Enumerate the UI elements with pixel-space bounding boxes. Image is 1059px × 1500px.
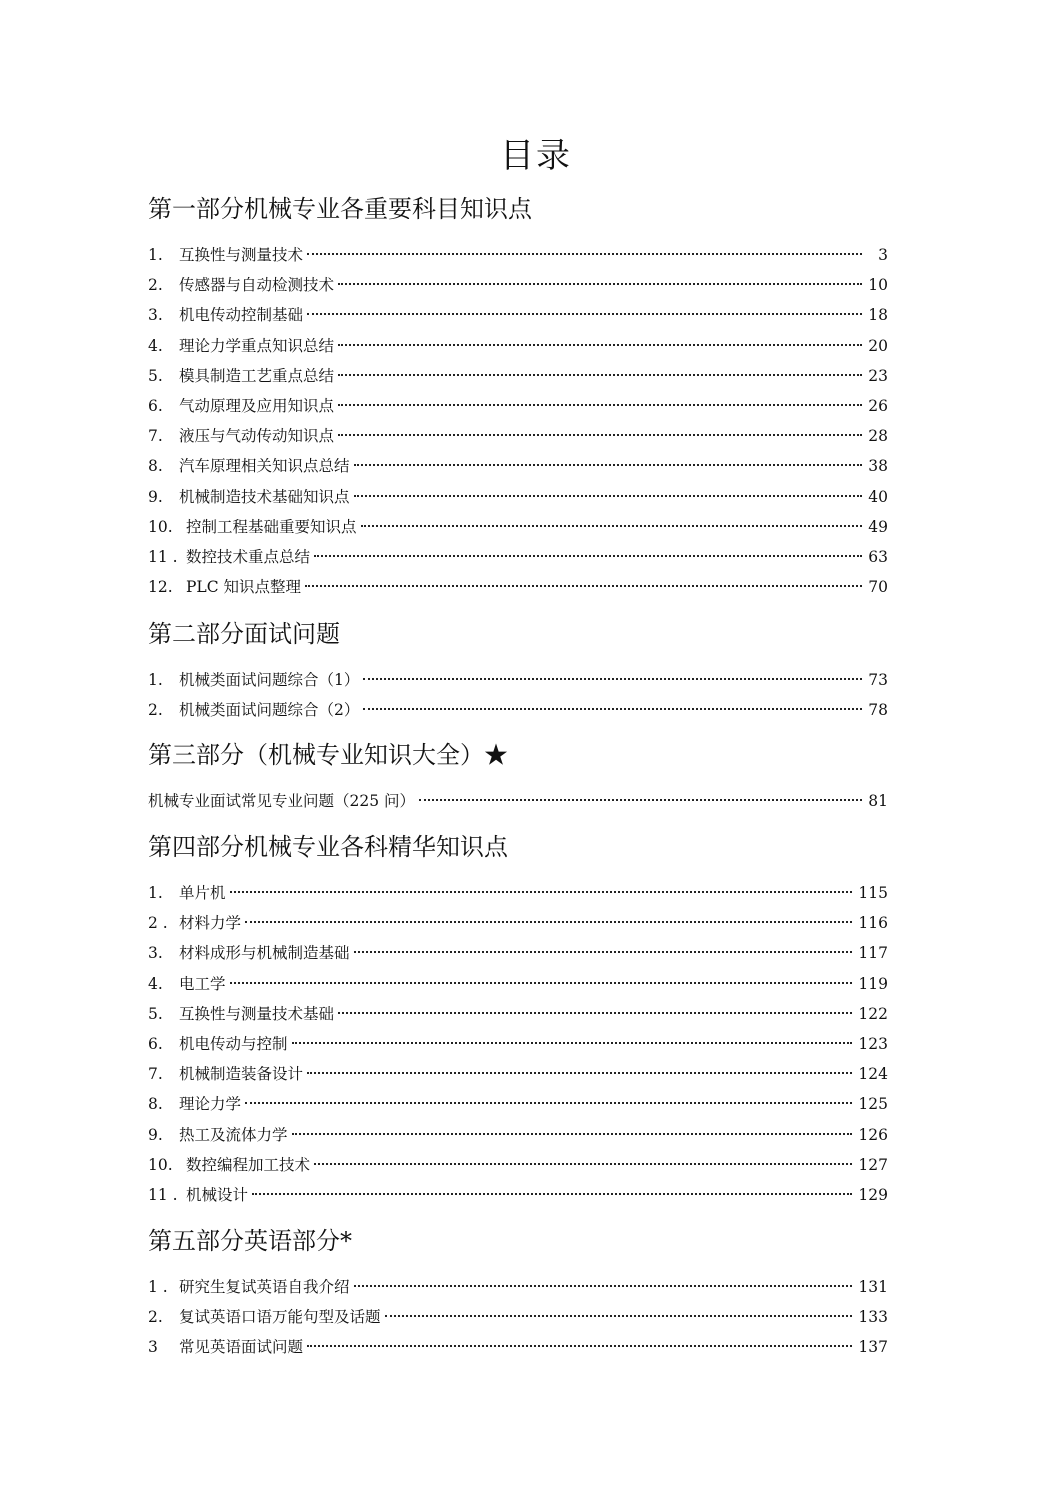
dot-leader (338, 1012, 852, 1014)
toc-entry[interactable] (148, 512, 888, 542)
toc-entry[interactable] (148, 1302, 888, 1332)
toc-section-4 (148, 830, 888, 1210)
section-entries (148, 1272, 888, 1363)
entry-page-number: 129 (858, 1185, 888, 1204)
entry-number: 4. (148, 336, 163, 355)
toc-title: 目录 (500, 136, 572, 176)
entry-label: 复试英语口语万能句型及话题 (179, 1308, 381, 1327)
entry-number: 9. (148, 487, 163, 506)
entry-page-number: 10 (868, 276, 888, 295)
entry-number: 6. (148, 396, 163, 415)
toc-entry[interactable] (148, 665, 888, 695)
entry-label: 机械类面试问题综合（1） (179, 671, 360, 689)
entry-page-number: 63 (868, 547, 888, 566)
entry-number: 11 . (148, 547, 178, 566)
entry-label: 互换性与测量技术 (179, 246, 304, 264)
toc-entry[interactable] (148, 270, 888, 300)
dot-leader (307, 253, 862, 255)
entry-label: PLC 知识点整理 (186, 578, 302, 597)
entry-label: 理论力学重点知识总结 (179, 336, 335, 355)
entry-page-number: 38 (868, 457, 888, 476)
toc-entry[interactable] (148, 421, 888, 451)
entry-label: 材料力学 (179, 914, 242, 933)
entry-label: 电工学 (179, 974, 226, 993)
dot-leader (363, 678, 862, 680)
toc-entry[interactable] (148, 361, 888, 391)
dot-leader (245, 1102, 852, 1104)
entry-label: 液压与气动传动知识点 (179, 427, 335, 446)
entry-label: 机电传动与控制 (179, 1034, 288, 1053)
dot-leader (361, 525, 862, 527)
entry-page-number: 127 (858, 1155, 888, 1174)
dot-leader (230, 891, 853, 893)
entry-label: 气动原理及应用知识点 (179, 396, 335, 415)
entry-number: 6. (148, 1034, 163, 1053)
section-entries (148, 878, 888, 1210)
toc-entry[interactable] (148, 1180, 888, 1210)
entry-page-number: 125 (858, 1095, 888, 1114)
toc-entry[interactable] (148, 1120, 888, 1150)
entry-number: 5. (148, 366, 163, 385)
entry-page-number: 3 (878, 246, 888, 264)
section-heading: 第四部分机械专业各科精华知识点 (148, 833, 508, 861)
entry-number: 12. (148, 578, 173, 597)
dot-leader (354, 951, 853, 953)
entry-label: 单片机 (179, 884, 226, 902)
entry-label: 机电传动控制基础 (179, 306, 304, 325)
toc-entry[interactable] (148, 1272, 888, 1302)
entry-label: 机械专业面试常见专业问题（225 问） (148, 792, 416, 810)
entry-label: 控制工程基础重要知识点 (186, 517, 357, 536)
entry-label: 模具制造工艺重点总结 (179, 366, 335, 385)
entry-page-number: 131 (858, 1278, 888, 1296)
entry-number: 9. (148, 1125, 163, 1144)
toc-entry[interactable] (148, 331, 888, 361)
entry-label: 常见英语面试问题 (179, 1338, 304, 1357)
entry-number: 8. (148, 457, 163, 476)
dot-leader (338, 344, 862, 346)
entry-page-number: 122 (858, 1004, 888, 1023)
toc-entry[interactable] (148, 451, 888, 481)
toc-entry[interactable] (148, 786, 888, 816)
entry-number: 2. (148, 276, 163, 295)
entry-number: 7. (148, 427, 163, 446)
toc-entry[interactable] (148, 1029, 888, 1059)
dot-leader (245, 921, 852, 923)
entry-number: 5. (148, 1004, 163, 1023)
entry-page-number: 137 (858, 1338, 888, 1357)
entry-page-number: 81 (868, 792, 888, 810)
toc-entry[interactable] (148, 300, 888, 330)
toc-entry[interactable] (148, 695, 888, 725)
dot-leader (419, 799, 862, 801)
entry-number: 3 (148, 1338, 158, 1357)
toc-entry[interactable] (148, 1150, 888, 1180)
dot-leader (230, 982, 853, 984)
entry-label: 互换性与测量技术基础 (179, 1004, 335, 1023)
entry-page-number: 123 (858, 1034, 888, 1053)
dot-leader (354, 1285, 853, 1287)
entry-page-number: 73 (868, 671, 888, 689)
section-entries (148, 786, 888, 816)
entry-page-number: 133 (858, 1308, 888, 1327)
entry-page-number: 20 (868, 336, 888, 355)
entry-page-number: 124 (858, 1065, 888, 1084)
toc-section-3 (148, 738, 888, 816)
toc-entry[interactable] (148, 938, 888, 968)
entry-number: 10. (148, 517, 173, 536)
dot-leader (338, 404, 862, 406)
section-entries (148, 240, 888, 602)
entry-label: 理论力学 (179, 1095, 242, 1114)
entry-number: 7. (148, 1065, 163, 1084)
entry-number: 11 . (148, 1185, 178, 1204)
entry-label: 机械制造装备设计 (179, 1065, 304, 1084)
toc-section-1 (148, 192, 888, 602)
toc-entry[interactable] (148, 999, 888, 1029)
entry-number: 10. (148, 1155, 173, 1174)
dot-leader (314, 1163, 852, 1165)
entry-number: 1. (148, 884, 163, 902)
entry-label: 材料成形与机械制造基础 (179, 944, 350, 963)
entry-label: 数控技术重点总结 (186, 547, 311, 566)
dot-leader (314, 555, 862, 557)
entry-page-number: 28 (868, 427, 888, 446)
toc-section-2 (148, 617, 888, 725)
entry-label: 数控编程加工技术 (186, 1155, 311, 1174)
toc-entry[interactable] (148, 482, 888, 512)
entry-page-number: 49 (868, 517, 888, 536)
entry-page-number: 26 (868, 396, 888, 415)
entry-label: 机械制造技术基础知识点 (179, 487, 350, 506)
dot-leader (292, 1042, 853, 1044)
entry-label: 机械类面试问题综合（2） (179, 701, 360, 720)
dot-leader (363, 708, 862, 710)
entry-number: 4. (148, 974, 163, 993)
section-heading: 第五部分英语部分* (148, 1227, 352, 1255)
toc-entry[interactable] (148, 878, 888, 908)
entry-number: 1. (148, 246, 163, 264)
dot-leader (252, 1193, 852, 1195)
dot-leader (338, 434, 862, 436)
entry-page-number: 116 (858, 914, 888, 933)
entry-page-number: 115 (858, 884, 888, 902)
dot-leader (307, 1345, 852, 1347)
entry-page-number: 70 (868, 578, 888, 597)
entry-number: 2. (148, 1308, 163, 1327)
section-heading: 第三部分（机械专业知识大全）★ (148, 741, 508, 769)
dot-leader (307, 313, 862, 315)
entry-number: 3. (148, 306, 163, 325)
entry-page-number: 18 (868, 306, 888, 325)
section-heading: 第一部分机械专业各重要科目知识点 (148, 195, 532, 223)
entry-label: 机械设计 (186, 1185, 249, 1204)
toc-entry[interactable] (148, 391, 888, 421)
entry-page-number: 117 (858, 944, 888, 963)
entry-label: 热工及流体力学 (179, 1125, 288, 1144)
entry-number: 2 . (148, 914, 168, 933)
section-entries (148, 665, 888, 725)
toc-section-5 (148, 1224, 888, 1363)
entry-number: 3. (148, 944, 163, 963)
toc-entry[interactable] (148, 572, 888, 602)
entry-label: 汽车原理相关知识点总结 (179, 457, 350, 476)
dot-leader (292, 1133, 853, 1135)
toc-entry[interactable] (148, 1332, 888, 1362)
toc-entry[interactable] (148, 908, 888, 938)
entry-label: 研究生复试英语自我介绍 (179, 1278, 350, 1296)
entry-page-number: 78 (868, 701, 888, 720)
entry-number: 1 . (148, 1278, 168, 1296)
dot-leader (307, 1072, 852, 1074)
dot-leader (338, 283, 862, 285)
entry-page-number: 126 (858, 1125, 888, 1144)
dot-leader (385, 1315, 853, 1317)
entry-number: 8. (148, 1095, 163, 1114)
entry-number: 2. (148, 701, 163, 720)
entry-label: 传感器与自动检测技术 (179, 276, 335, 295)
entry-page-number: 40 (868, 487, 888, 506)
dot-leader (305, 585, 862, 587)
toc-entry[interactable] (148, 969, 888, 999)
entry-page-number: 119 (858, 974, 888, 993)
entry-number: 1. (148, 671, 163, 689)
dot-leader (354, 495, 862, 497)
toc-entry[interactable] (148, 542, 888, 572)
entry-page-number: 23 (868, 366, 888, 385)
dot-leader (338, 374, 862, 376)
dot-leader (354, 464, 862, 466)
toc-entry[interactable] (148, 1089, 888, 1119)
toc-entry[interactable] (148, 240, 888, 270)
toc-entry[interactable] (148, 1059, 888, 1089)
section-heading: 第二部分面试问题 (148, 620, 340, 648)
